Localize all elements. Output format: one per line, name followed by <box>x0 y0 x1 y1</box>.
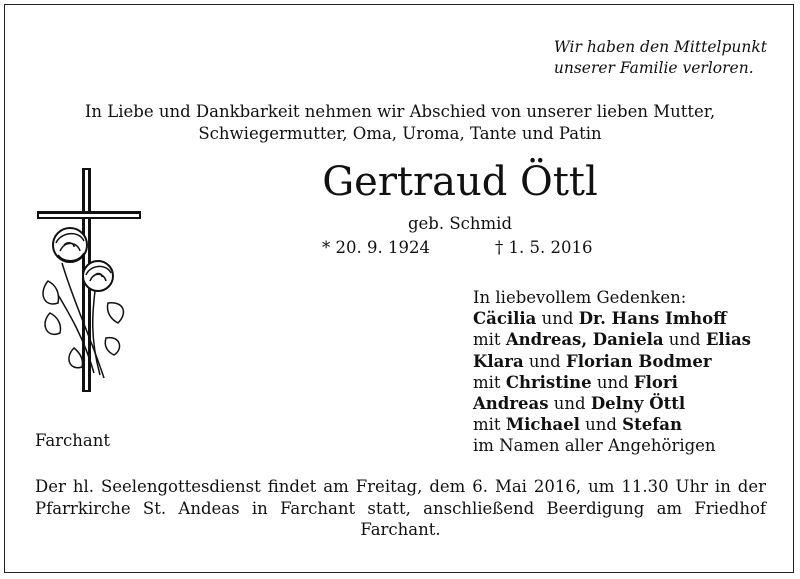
mourner-name: Stefan <box>622 415 682 435</box>
place-name: Farchant <box>35 431 111 450</box>
cross-with-roses-icon <box>34 163 144 398</box>
mourner-line <box>473 435 751 456</box>
mourner-name: Flori <box>633 372 678 392</box>
mourner-connector: mit <box>473 372 506 392</box>
mourner-connector: und <box>591 372 634 392</box>
mourner-connector: mit <box>473 330 506 350</box>
mourner-line <box>473 393 751 414</box>
motto <box>554 37 767 79</box>
mourner-lines <box>473 308 751 456</box>
mourners-heading: In liebevollem Gedenken: <box>473 288 687 307</box>
mourner-name: Florian Bodmer <box>566 351 712 371</box>
mourner-connector: im Namen aller Angehörigen <box>473 436 716 456</box>
mourner-name: Klara <box>473 351 524 371</box>
intro-line-2: Schwiegermutter, Oma, Uroma, Tante und Patin <box>198 124 602 143</box>
mourner-name: Cäcilia <box>473 309 537 329</box>
intro-line-1: In Liebe und Dankbarkeit nehmen wir Abschied von unserer lieben Mutter, <box>84 102 716 121</box>
mourner-connector: mit <box>473 415 506 435</box>
service-announcement: Der hl. Seelengottesdienst findet am Freitag, dem 6. Mai 2016, um 11.30 Uhr in der Pfarrkirche St. Andeas in Farchant statt, anschließend Beerdigung am Friedhof Farchant. <box>35 477 766 539</box>
mourner-line <box>473 351 751 372</box>
mourner-line <box>473 329 751 350</box>
mourner-connector: und <box>579 415 623 435</box>
mourner-line <box>473 372 751 393</box>
mourner-name: Michael <box>505 415 580 435</box>
mourners-list <box>473 287 751 457</box>
mourner-name: Elias <box>705 330 751 350</box>
mourner-connector: und <box>548 394 591 414</box>
birth-date: * 20. 9. 1924 <box>322 238 430 257</box>
mourner-name: Christine <box>505 372 592 392</box>
maiden-name: geb. Schmid <box>407 214 513 233</box>
mourner-name: Dr. Hans Imhoff <box>578 309 727 329</box>
mourner-name: Andreas, Daniela <box>505 330 664 350</box>
mourner-name: Delny Öttl <box>590 394 686 414</box>
motto-line-1: Wir haben den Mittelpunkt <box>553 38 767 56</box>
mourner-line <box>473 414 751 435</box>
deceased-name: Gertraud Öttl <box>322 159 598 205</box>
mourner-connector: und <box>523 351 566 371</box>
mourner-line <box>473 308 751 329</box>
mourner-name: Andreas <box>473 394 549 414</box>
mourner-connector: und <box>663 330 706 350</box>
motto-line-2: unserer Familie verloren. <box>553 59 754 77</box>
intro-text <box>20 101 780 145</box>
mourner-connector: und <box>536 309 579 329</box>
death-date: † 1. 5. 2016 <box>495 238 593 257</box>
